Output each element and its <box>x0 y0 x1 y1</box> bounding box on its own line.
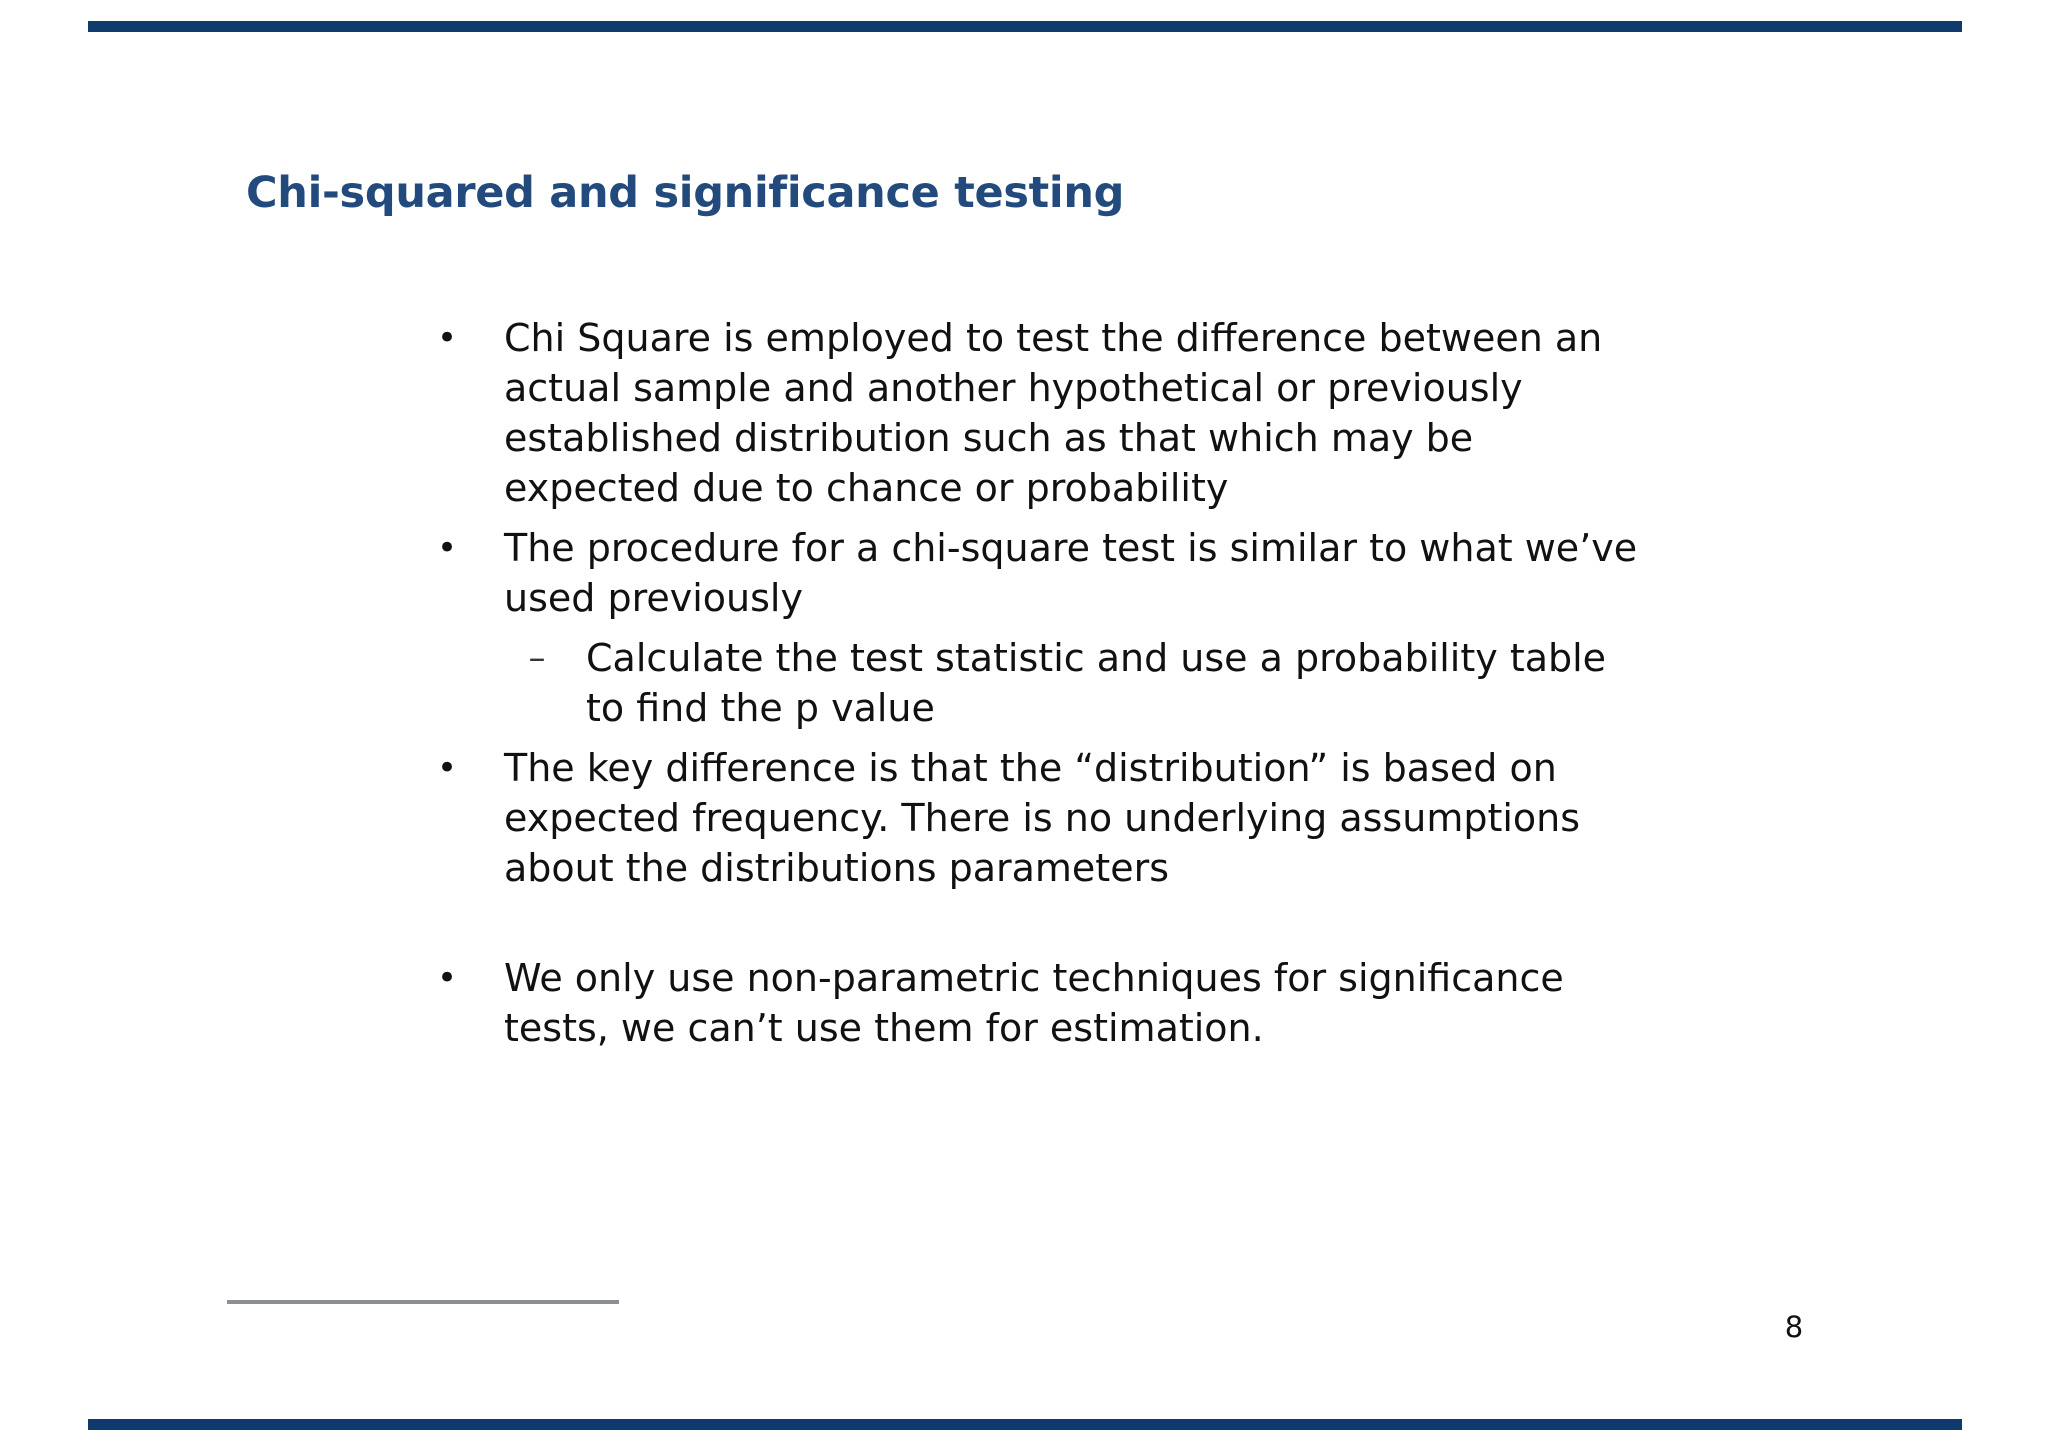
sub-bullet-text: Calculate the test statistic and use a probability table to find the p value <box>586 636 1607 730</box>
bullet-marker: • <box>436 528 458 568</box>
sub-bullet-item <box>504 633 1642 733</box>
bullet-text: We only use non-parametric techniques for significance tests, we can’t use them for estimation. <box>504 956 1564 1050</box>
bullet-text: The key difference is that the “distribution” is based on expected frequency. There is no underlying assumptions about the distributions parameters <box>504 746 1581 890</box>
top-accent-bar <box>88 21 1962 32</box>
bullet-item <box>432 523 1642 733</box>
sub-bullet-list <box>504 633 1642 733</box>
bullet-list <box>432 313 1642 1063</box>
bullet-item <box>432 953 1642 1053</box>
slide-title: Chi-squared and significance testing <box>246 168 1125 218</box>
bullet-text: Chi Square is employed to test the difference between an actual sample and another hypothetical or previously established distribution such as that which may be expected due to chance or probability <box>504 316 1603 510</box>
bullet-item <box>432 743 1642 893</box>
footnote-divider <box>227 1300 619 1304</box>
bottom-accent-bar <box>88 1419 1962 1430</box>
bullet-item <box>432 313 1642 513</box>
bullet-marker: • <box>436 318 458 358</box>
page-number: 8 <box>1784 1310 1804 1344</box>
bullet-text: The procedure for a chi-square test is similar to what we’ve used previously <box>504 526 1638 620</box>
bullet-marker: • <box>436 748 458 788</box>
bullet-marker: • <box>436 958 458 998</box>
sub-bullet-marker: – <box>528 638 546 678</box>
